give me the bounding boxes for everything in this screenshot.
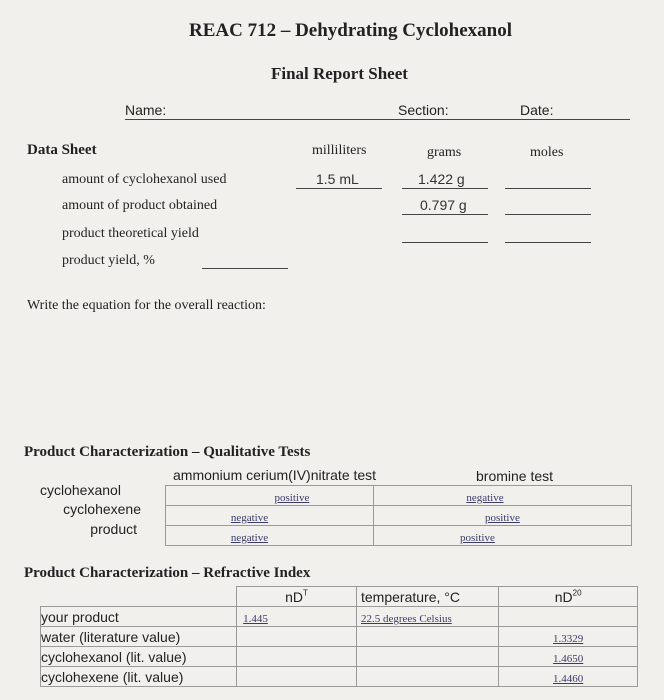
table-row	[41, 647, 638, 667]
blank-grams-obtained[interactable]	[402, 214, 488, 215]
refractive-table	[40, 586, 638, 687]
row-label-theoretical-yield: product theoretical yield	[62, 226, 199, 241]
col-grams: grams	[427, 145, 462, 160]
table-row	[41, 667, 638, 687]
row-label-cyclohexanol-used: amount of cyclohexanol used	[62, 172, 227, 187]
name-label: Name:	[125, 102, 167, 118]
header-temperature	[357, 587, 499, 607]
value-grams-obtained: 0.797 g	[420, 197, 467, 213]
cell-nd20-your-product[interactable]	[499, 607, 638, 627]
cell-nd-your-product[interactable]	[237, 607, 357, 627]
row-label-product-yield: product yield, %	[62, 253, 155, 268]
cell-nd20-cyclohexene[interactable]	[499, 667, 638, 687]
page-title: REAC 712 – Dehydrating Cyclohexanol	[189, 20, 513, 41]
handwritten-value: negative	[230, 532, 269, 544]
blank-grams-theoretical[interactable]	[402, 242, 488, 243]
table-row	[166, 506, 632, 526]
handwritten-value: positive	[460, 532, 495, 544]
qualitative-heading: Product Characterization – Qualitative Tests	[24, 444, 311, 460]
handwritten-value: 1.3329	[553, 633, 584, 645]
table-row	[41, 627, 638, 647]
cell-temp-cyclohexene[interactable]	[357, 667, 499, 687]
cell-bromine-cyclohexanol[interactable]	[373, 486, 631, 506]
ri-row-label: your product	[41, 607, 237, 627]
blank-moles-used[interactable]	[505, 188, 591, 189]
cell-cerium-cyclohexanol[interactable]	[166, 486, 374, 506]
cell-nd-cyclohexene[interactable]	[237, 667, 357, 687]
cell-cerium-product[interactable]	[166, 526, 374, 546]
col-moles: moles	[530, 145, 564, 160]
value-ml-used: 1.5 mL	[316, 171, 359, 187]
handwritten-value: positive	[274, 492, 310, 504]
header-nd-t	[237, 587, 357, 607]
temp-header-text: temperature, °C	[361, 589, 460, 605]
handwritten-value: negative	[466, 492, 504, 504]
section-label: Section:	[398, 102, 449, 118]
qual-row-label-product: product	[90, 521, 137, 537]
nd20-symbol: nD	[554, 589, 573, 605]
refractive-heading: Product Characterization – Refractive Index	[24, 565, 311, 581]
col-cerium-test: ammonium cerium(IV)nitrate test	[173, 467, 377, 483]
handwritten-value: 1.4460	[553, 673, 584, 685]
table-row	[166, 526, 632, 546]
header-blank	[41, 587, 237, 607]
ri-row-label: cyclohexanol (lit. value)	[41, 647, 237, 667]
qual-row-label-cyclohexene: cyclohexene	[63, 501, 141, 517]
blank-grams-used[interactable]	[402, 188, 488, 189]
row-label-product-obtained: amount of product obtained	[62, 198, 218, 213]
table-row	[41, 607, 638, 627]
cell-bromine-cyclohexene[interactable]	[373, 506, 631, 526]
ri-row-label: cyclohexene (lit. value)	[41, 667, 237, 687]
qual-row-label-cyclohexanol: cyclohexanol	[40, 482, 121, 498]
header-nd-20	[499, 587, 638, 607]
nd-superscript: T	[303, 588, 308, 598]
value-grams-used: 1.422 g	[418, 171, 465, 187]
equation-prompt: Write the equation for the overall reaction:	[27, 298, 266, 313]
data-sheet-heading: Data Sheet	[27, 142, 97, 158]
handwritten-value: positive	[485, 512, 520, 524]
blank-moles-theoretical[interactable]	[505, 242, 591, 243]
cell-nd-water[interactable]	[237, 627, 357, 647]
cell-cerium-cyclohexene[interactable]	[166, 506, 374, 526]
blank-moles-obtained[interactable]	[505, 214, 591, 215]
nd-symbol: nD	[285, 589, 304, 605]
date-label: Date:	[520, 102, 554, 118]
handwritten-value: 1.4650	[553, 653, 584, 665]
col-bromine-test: bromine test	[476, 468, 554, 484]
ri-row-label: water (literature value)	[41, 627, 237, 647]
table-row	[166, 486, 632, 506]
cell-temp-your-product[interactable]	[357, 607, 499, 627]
qualitative-table	[165, 485, 632, 546]
cell-temp-cyclohexanol[interactable]	[357, 647, 499, 667]
cell-temp-water[interactable]	[357, 627, 499, 647]
col-milliliters: milliliters	[312, 143, 367, 158]
handwritten-value: 1.445	[243, 613, 268, 625]
table-row	[41, 587, 638, 607]
handwritten-value: negative	[230, 512, 269, 524]
cell-nd-cyclohexanol[interactable]	[237, 647, 357, 667]
cell-bromine-product[interactable]	[373, 526, 631, 546]
nd20-superscript: 20	[572, 588, 582, 598]
handwritten-value: 22.5 degrees Celsius	[361, 613, 452, 625]
cell-nd20-water[interactable]	[499, 627, 638, 647]
header-line	[125, 119, 630, 120]
blank-product-yield[interactable]	[202, 268, 288, 269]
blank-ml-used[interactable]	[296, 188, 382, 189]
cell-nd20-cyclohexanol[interactable]	[499, 647, 638, 667]
page-subtitle: Final Report Sheet	[271, 64, 408, 83]
